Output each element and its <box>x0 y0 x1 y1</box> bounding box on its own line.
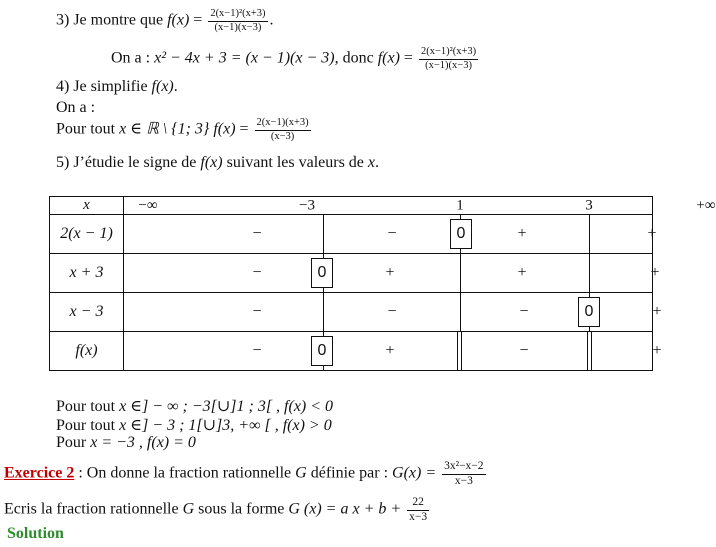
separator-line <box>589 253 590 293</box>
header-values <box>124 197 716 215</box>
forbidden-value-bar <box>457 332 462 370</box>
separator-line <box>323 214 324 254</box>
sign-cell: − <box>252 225 262 242</box>
row-label: f(x) <box>50 332 124 371</box>
zero-box: 0 <box>311 336 333 366</box>
exercise-2-title: Exercice 2 <box>4 464 75 482</box>
sign-cell: − <box>387 303 397 320</box>
step4-fraction: $\frac{2(x-1)(x+3)}{(x-3)}$ <box>256 117 309 142</box>
separator-line <box>589 214 590 254</box>
table-row <box>50 293 653 332</box>
zero-box: 0 <box>311 258 333 288</box>
row-label: x − 3 <box>50 293 124 332</box>
sign-cell: + <box>652 342 662 359</box>
exercise-fraction: $\frac{\text{3x²−x−2}}{x-3}$ <box>444 460 484 487</box>
header-minus-inf: −∞ <box>138 197 158 213</box>
conclusion-line-3: Pour x = −3 , f(x) = 0 <box>56 434 196 451</box>
conclusion-line-2: Pour tout x ∈] − 3 ; 1[∪]3, +∞ [ , f(x) > 0 <box>56 417 332 434</box>
table-row <box>50 254 653 293</box>
header-minus-3: −3 <box>299 197 315 213</box>
row-signs <box>124 293 662 332</box>
step4-line1: 4) Je simplifie f(x). <box>56 78 178 95</box>
separator-line <box>460 253 461 293</box>
step3-line1: 3) Je montre que f(x) = $\frac{\text{2(x−1)²(x+3)}}{(x-1)(x-3)}$ . <box>56 8 274 33</box>
step3-line2: On a : x² − 4x + 3 = (x − 1)(x − 3), donc f(x) = $\frac{\text{2(x−1)²(x+3)}}{(x-1)(x-3)}$ <box>111 46 477 71</box>
step5-line: 5) J’étudie le signe de f(x) suivant les valeurs de x. <box>56 154 380 171</box>
sign-cell: + <box>652 303 662 320</box>
step3-fraction: $\frac{\text{2(x−1)²(x+3)}}{(x-1)(x-3)}$ <box>210 8 266 33</box>
exercise-2-line: Exercice 2 : On donne la fraction rationnelle G définie par : G(x) = $\frac{\text{3x²−x−2}}{x-3}$ <box>4 460 484 487</box>
table-header-row <box>50 197 653 215</box>
sign-cell: + <box>385 342 395 359</box>
sign-cell: − <box>387 225 397 242</box>
header-plus-inf: +∞ <box>696 197 716 213</box>
row-signs <box>124 254 660 293</box>
sign-cell: + <box>517 264 527 281</box>
table-row <box>50 215 653 254</box>
step3-fraction-2: $\frac{\text{2(x−1)²(x+3)}}{(x-1)(x-3)}$ <box>420 46 477 71</box>
separator-line <box>460 292 461 332</box>
sign-cell: + <box>517 225 527 242</box>
row-signs <box>124 332 662 371</box>
header-1: 1 <box>456 197 464 213</box>
row-label: x + 3 <box>50 254 124 293</box>
step4-ona: On a : <box>56 99 96 116</box>
sign-cell: − <box>519 342 529 359</box>
header-3: 3 <box>585 197 593 213</box>
exercise-2-line-2: Ecris la fraction rationnelle G sous la forme G (x) = a x + b + $\frac{22}{x-3}$ <box>4 496 428 523</box>
exercise-fraction-2: $\frac{22}{x-3}$ <box>409 496 428 523</box>
row-label: 2(x − 1) <box>50 215 124 254</box>
sign-cell: − <box>519 303 529 320</box>
zero-box: 0 <box>578 297 600 327</box>
sign-cell: − <box>252 303 262 320</box>
step4-line3: Pour tout x ∈ ℝ \ {1; 3} f(x) = $\frac{2(x-1)(x+3)}{(x-3)}$ <box>56 117 309 142</box>
row-signs <box>124 215 657 254</box>
forbidden-value-bar <box>587 332 592 370</box>
sign-cell: − <box>252 264 262 281</box>
sign-table <box>49 196 716 371</box>
table-row <box>50 332 653 371</box>
sign-cell: − <box>252 342 262 359</box>
solution-heading: Solution <box>7 525 64 542</box>
sign-cell: + <box>647 225 657 242</box>
zero-box: 0 <box>450 219 472 249</box>
sign-cell: + <box>385 264 395 281</box>
conclusion-line-1: Pour tout x ∈] − ∞ ; −3[∪]1 ; 3[ , f(x) < 0 <box>56 398 334 415</box>
sign-cell: + <box>650 264 660 281</box>
header-x: x <box>50 197 124 215</box>
separator-line <box>323 292 324 332</box>
